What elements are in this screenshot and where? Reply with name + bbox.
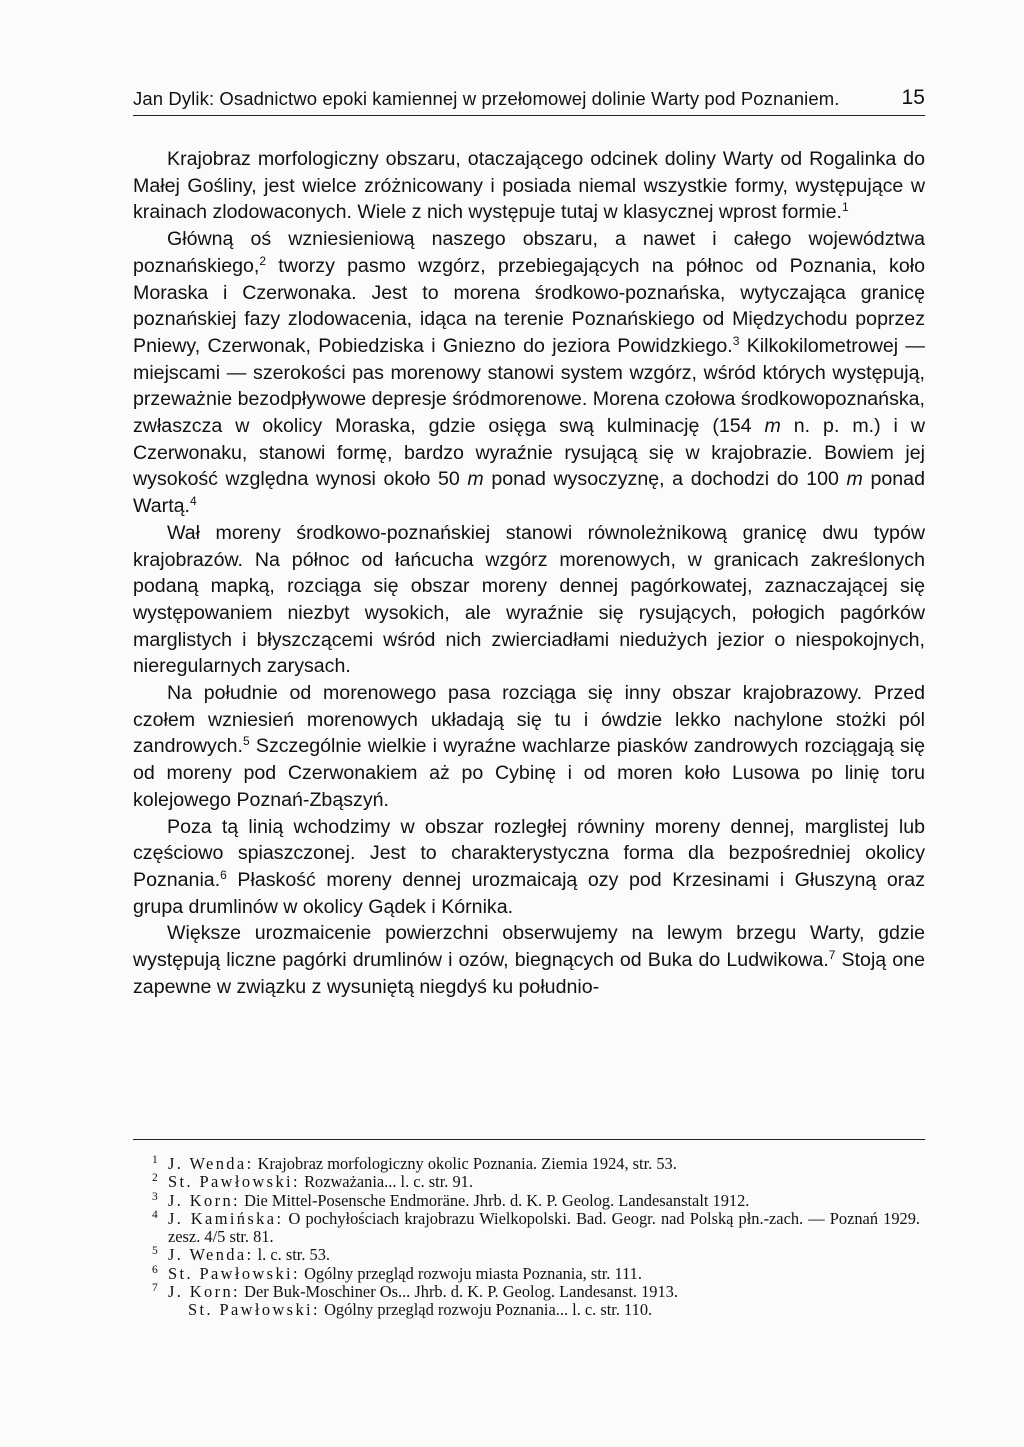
footnote-rule	[133, 1139, 925, 1140]
footnote-mark: 2	[152, 1172, 158, 1185]
footnote-text: Ogólny przegląd rozwoju Poznania... l. c. str. 110.	[319, 1300, 653, 1320]
paragraph: Większe urozmaicenie powierzchni obserwujemy na lewym brzegu Warty, gdzie występują liczne pagórki drumlinów i ozów, biegnących od Buka do Ludwikowa.$^7$ Stoją one zapewne w związku z wysuniętą niegdyś ku południo-	[133, 922, 925, 998]
footnote-ref: 2	[259, 253, 267, 268]
paragraph: Główną oś wzniesieniową naszego obszaru, a nawet i całego województwa poznańskiego,$^2$ tworzy pasmo wzgórz, przebiegających na północ od Poznania, koło Moraska i Czerwonaka. Jest to morena środkowo-poznańska, wytyczająca granicę poznańskiej fazy zlodowacenia, idąca na terenie Poznańskiego od Międzychodu poprzez Pniewy, Czerwonak, Pobiedziska i Gniezno do jeziora Powidzkiego.$^3$ Kilkokilometrowej — miejscami — szerokości pas morenowy stanowi system wzgórz, wśród których występują, przeważnie bezodpływowe depresje śródmorenowe. Morena czołowa środkowopoznańska, zwłaszcza w okolicy Moraska, gdzie osięga swą kulminację (154 m n. p. m.) i w Czerwonaku, stanowi formę, bardzo wyraźnie rysującą się w krajobrazie. Bowiem jej wysokość względna wynosi około 50 m ponad wysoczyznę, a dochodzi do 100 m ponad Wartą.$^4$	[133, 228, 925, 518]
footnote-author: St. Pawłowski:	[168, 1172, 300, 1192]
footnote	[152, 1282, 938, 1302]
paragraph: Krajobraz morfologiczny obszaru, otaczającego odcinek doliny Warty od Rogalinka do Małej Gośliny, jest wielce zróżnicowany i posiada niemal wszystkie formy, występujące w krainach zlodowaconych. Wiele z nich występuje tutaj w klasycznej wprost formie.$^1$	[133, 148, 925, 224]
footnote-author: J. Korn:	[168, 1190, 241, 1210]
paragraph: Na południe od morenowego pasa rozciąga się inny obszar krajobrazowy. Przed czołem wzniesień morenowych układają się tu i ówdzie lekko nachylone stożki pól zandrowych.$^5$ Szczególnie wielkie i wyraźne wachlarze piasków zandrowych rozciągają się od moreny pod Czerwonakiem aż po Cybinę i od moren koło Lusowa po linię toru kolejowego Poznań-Zbąszyń.	[133, 682, 925, 811]
paragraph: Poza tą linią wchodzimy w obszar rozległej równiny moreny dennej, marglistej lub częściowo spiaszczonej. Jest to charakterystyczna forma dla bezpośredniej okolicy Poznania.$^6$ Płaskość moreny dennej urozmaicają ozy pod Krzesinami i Głuszyną oraz grupa drumlinów w okolicy Gądek i Kórnika.	[133, 815, 925, 918]
footnote-text: Krajobraz morfologiczny okolic Poznania. Ziemia 1924, str. 53.	[253, 1154, 677, 1173]
header-rule	[133, 115, 925, 116]
footnote-ref: 3	[732, 333, 740, 348]
footnote-mark: 7	[152, 1282, 158, 1295]
footnote	[152, 1154, 938, 1173]
unit: m	[846, 468, 863, 491]
footnotes	[152, 1154, 938, 1320]
footnote-ref: 7	[828, 948, 836, 963]
footnote-mark: 4	[152, 1208, 158, 1221]
footnote-mark: 3	[152, 1190, 158, 1203]
footnote	[188, 1301, 938, 1319]
footnote-author: J. Korn:	[168, 1282, 241, 1302]
footnote-author: J. Wenda:	[168, 1245, 254, 1265]
body-text	[133, 146, 925, 1001]
footnote-text: Der Buk-Moschiner Os... Jhrb. d. K. P. Geolog. Landesanst. 1913.	[240, 1282, 678, 1302]
footnote	[152, 1172, 938, 1192]
footnote	[152, 1263, 938, 1283]
footnote-mark: 6	[152, 1263, 158, 1276]
footnote-ref: 1	[841, 200, 849, 215]
footnote-author: St. Pawłowski:	[168, 1263, 300, 1283]
paragraph: Wał moreny środkowo-poznańskiej stanowi równoleżnikową granicę dwu typów krajobrazów. Na północ od łańcucha wzgórz morenowych, w granicach zakreślonych podaną mapką, rozciąga się obszar moreny dennej pagórkowatej, zaznaczającej się występowaniem niezbyt wysokich, ale wyraźnie się rysujących, połogich pagórków marglistych i błyszczącemi wśród nich zwierciadłami niedużych jezior o niespokojnych, nieregularnych zarysach.	[133, 521, 925, 678]
footnote	[152, 1245, 938, 1265]
footnote-text: l. c. str. 53.	[253, 1245, 331, 1265]
footnote-text: Ogólny przegląd rozwoju miasta Poznania, str. 111.	[299, 1263, 642, 1283]
footnote-author: St. Pawłowski:	[188, 1300, 320, 1320]
footnote	[152, 1190, 938, 1210]
footnote-text: O pochyłościach krajobrazu Wielkopolski. Bad. Geogr. nad Polską płn.-zach. — Poznań 1929. zesz. 4/5 str. 81.	[168, 1208, 920, 1247]
footnote-ref: 4	[189, 494, 197, 509]
running-title: Jan Dylik: Osadnictwo epoki kamiennej w przełomowej dolinie Warty pod Poznaniem.	[133, 88, 840, 109]
footnote-text: Rozważania... l. c. str. 91.	[299, 1172, 473, 1192]
footnote-mark: 1	[152, 1154, 158, 1166]
footnote-mark: 5	[152, 1245, 158, 1258]
page-number: 15	[901, 86, 925, 109]
footnote-text: Die Mittel-Posensche Endmoräne. Jhrb. d. K. P. Geolog. Landesanstalt 1912.	[240, 1190, 750, 1210]
footnote-ref: 6	[220, 867, 227, 882]
footnote	[152, 1208, 920, 1247]
unit: m	[764, 415, 781, 438]
unit: m	[467, 468, 484, 491]
footnote-author: J. Wenda:	[168, 1154, 254, 1173]
footnote-ref: 5	[243, 734, 250, 749]
footnote-author: J. Kamińska:	[168, 1208, 284, 1228]
